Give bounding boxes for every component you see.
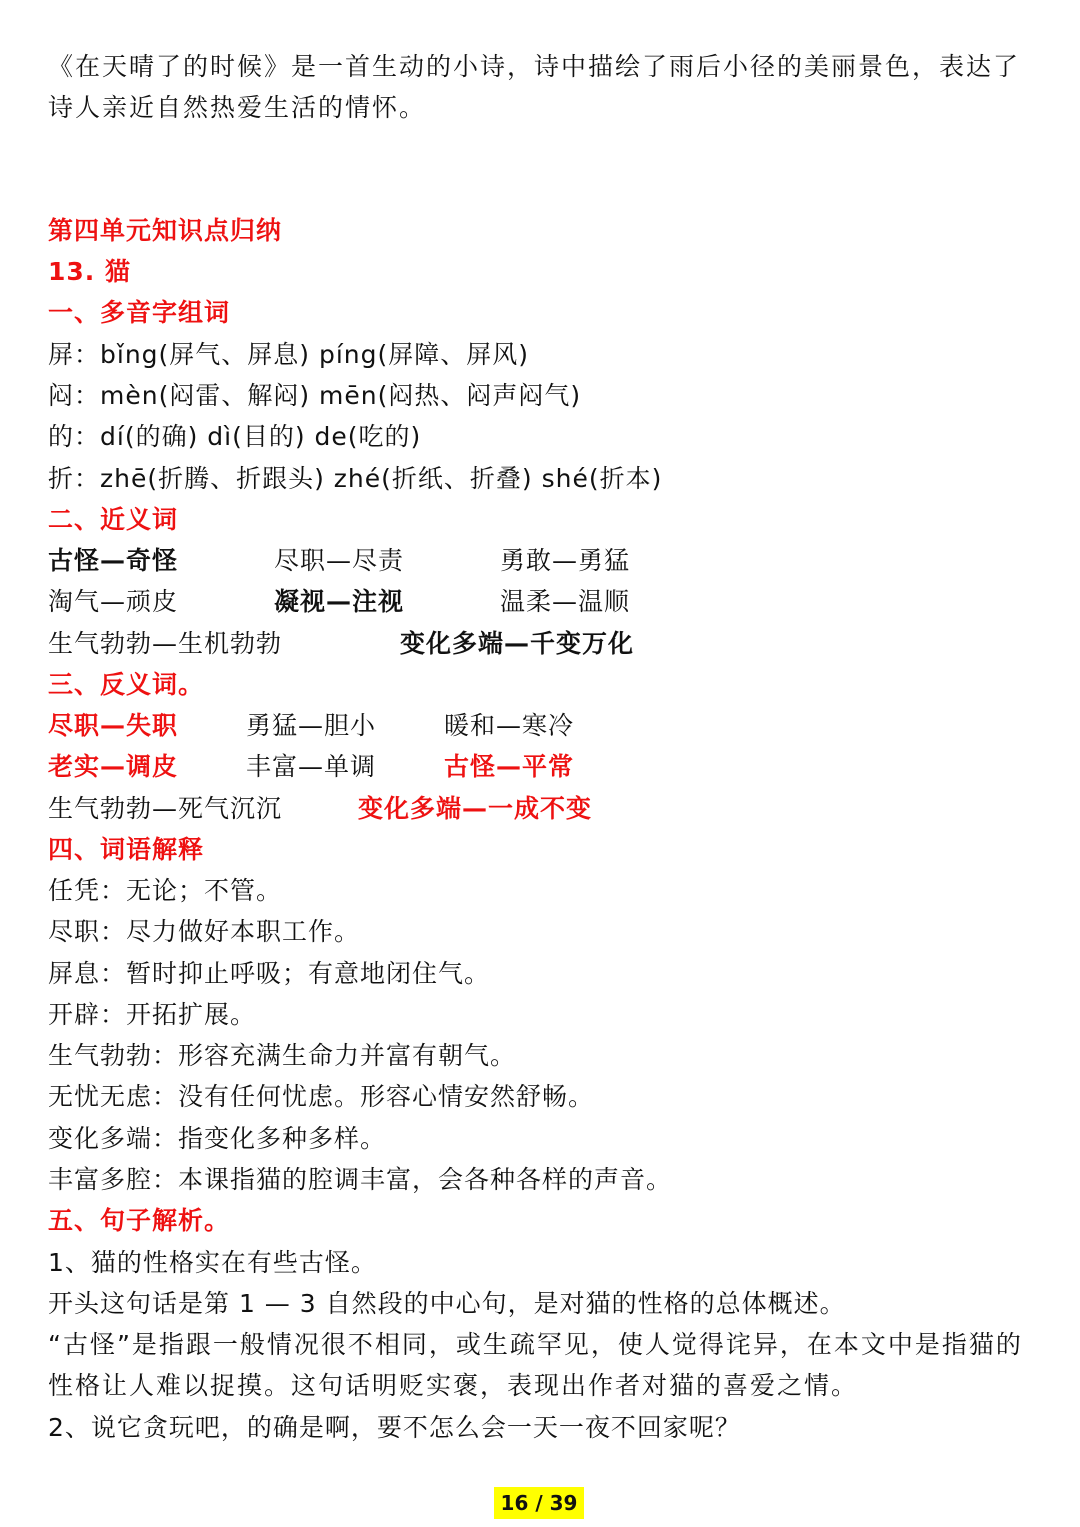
antonym-pair: 变化多端—一成不变 [358, 794, 593, 823]
lesson-title: 13. 猫 [48, 257, 131, 286]
explanation-line: 开辟：开拓扩展。 [48, 1000, 257, 1029]
antonym-row [48, 792, 1048, 826]
synonym-row [48, 585, 1048, 619]
synonym-row [48, 627, 1048, 661]
antonym-row [48, 750, 1048, 784]
sentence-item: 2、说它贪玩吧，的确是啊，要不怎么会一天一夜不回家呢？ [48, 1413, 741, 1442]
synonym-pair: 温柔—温顺 [500, 587, 631, 616]
explanation-line: 尽职：尽力做好本职工作。 [48, 917, 361, 946]
sentence-note: 开头这句话是第 1 — 3 自然段的中心句，是对猫的性格的总体概述。 [48, 1289, 846, 1318]
explanation-line: 屏息：暂时抑止呼吸；有意地闭住气。 [48, 959, 491, 988]
section-synonym-title: 二、近义词 [48, 505, 179, 534]
synonym-pair: 古怪—奇怪 [48, 546, 179, 575]
synonym-row [48, 544, 1048, 578]
section-explanation-title: 四、词语解释 [48, 835, 205, 864]
polyphone-line: 折：zhē(折腾、折跟头) zhé(折纸、折叠) shé(折本) [48, 464, 663, 493]
antonym-pair: 尽职—失职 [48, 711, 179, 740]
antonym-pair: 老实—调皮 [48, 752, 179, 781]
synonym-pair: 凝视—注视 [274, 587, 405, 616]
antonym-pair: 生气勃勃—死气沉沉 [48, 794, 283, 823]
synonym-pair: 勇敢—勇猛 [500, 546, 631, 575]
intro-paragraph: 《在天晴了的时候》是一首生动的小诗，诗中描绘了雨后小径的美丽景色，表达了诗人亲近自然热爱生活的情怀。 [48, 52, 1021, 122]
explanation-line: 无忧无虑：没有任何忧虑。形容心情安然舒畅。 [48, 1082, 595, 1111]
antonym-pair: 古怪—平常 [444, 752, 575, 781]
section-polyphone-title: 一、多音字组词 [48, 298, 231, 327]
antonym-pair: 暖和—寒冷 [444, 711, 575, 740]
antonym-pair: 丰富—单调 [246, 752, 377, 781]
polyphone-line: 屏：bǐng(屏气、屏息) píng(屏障、屏风) [48, 340, 530, 369]
polyphone-line: 闷：mèn(闷雷、解闷) mēn(闷热、闷声闷气) [48, 381, 582, 410]
section-sentence-title: 五、句子解析。 [48, 1206, 231, 1235]
section-antonym-title: 三、反义词。 [48, 670, 205, 699]
antonym-pair: 勇猛—胆小 [246, 711, 377, 740]
explanation-line: 生气勃勃：形容充满生命力并富有朝气。 [48, 1041, 517, 1070]
synonym-pair: 尽职—尽责 [274, 546, 405, 575]
antonym-row [48, 709, 1048, 743]
synonym-pair: 淘气—顽皮 [48, 587, 179, 616]
explanation-line: 变化多端：指变化多种多样。 [48, 1124, 387, 1153]
sentence-analysis-paragraph: “古怪”是指跟一般情况很不相同，或生疏罕见，使人觉得诧异，在本文中是指猫的性格让人难以捉摸。这句话明贬实褒，表现出作者对猫的喜爱之情。 [48, 1330, 1023, 1400]
page-number: 16 / 39 [494, 1487, 584, 1519]
explanation-line: 丰富多腔：本课指猫的腔调丰富，会各种各样的声音。 [48, 1165, 673, 1194]
sentence-item: 1、猫的性格实在有些古怪。 [48, 1248, 377, 1277]
polyphone-line: 的：dí(的确) dì(目的) de(吃的) [48, 422, 422, 451]
synonym-pair: 生气勃勃—生机勃勃 [48, 629, 283, 658]
synonym-pair: 变化多端—千变万化 [400, 629, 635, 658]
unit-title: 第四单元知识点归纳 [48, 216, 283, 245]
explanation-line: 任凭：无论；不管。 [48, 876, 283, 905]
